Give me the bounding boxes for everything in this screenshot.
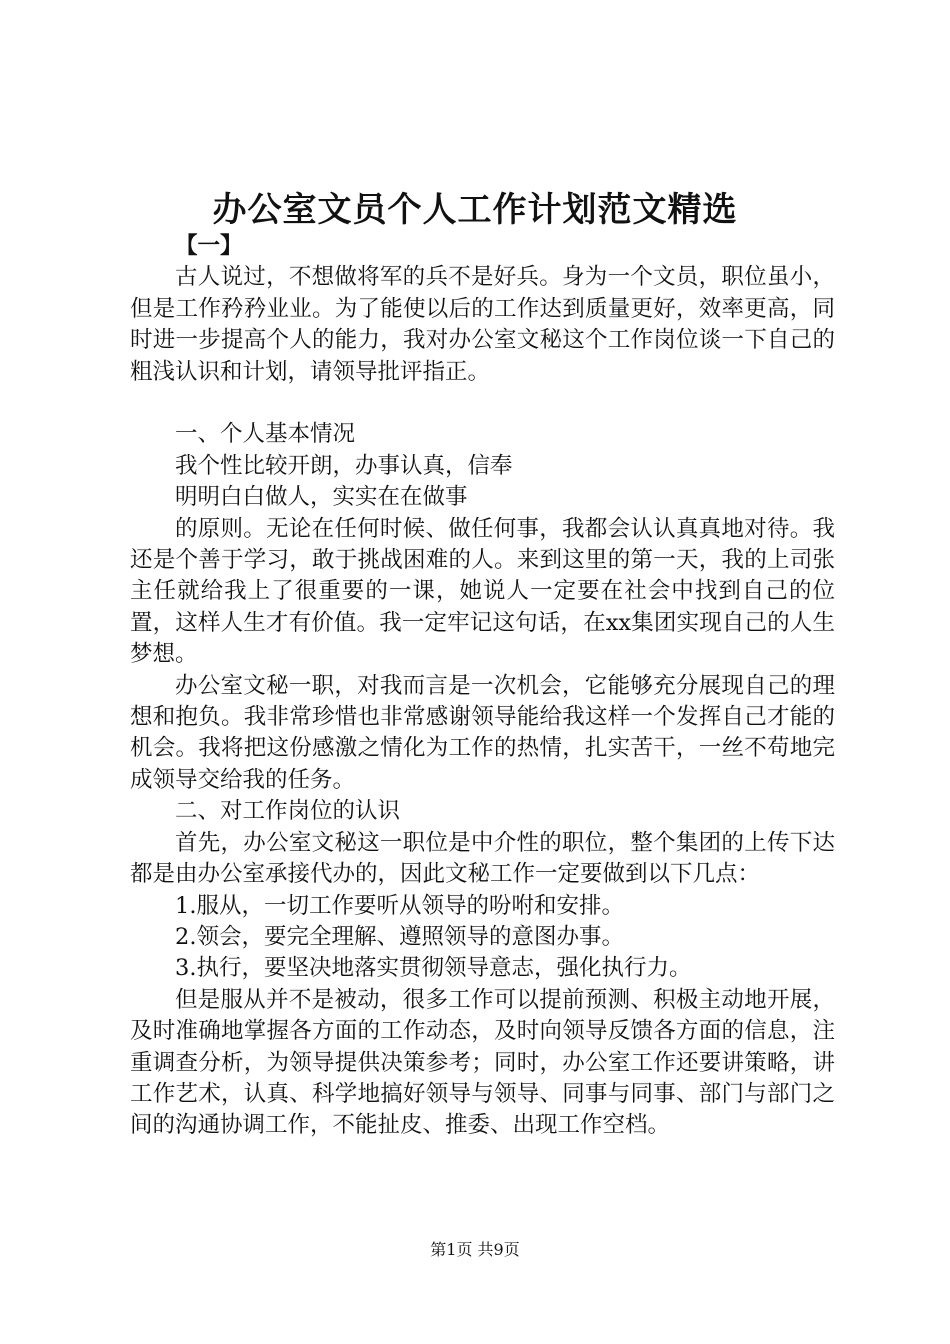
paragraph-opportunity: 办公室文秘一职，对我而言是一次机会，它能够充分展现自己的理想和抱负。我非常珍惜也非常感谢领导能给我这样一个发挥自己才能的机会。我将把这份感激之情化为工作的热情，扎实苦干，一丝不苟地完成领导交给我的任务。 (130, 672, 835, 793)
paragraph-intro: 古人说过，不想做将军的兵不是好兵。身为一个文员，职位虽小，但是工作矜矜业业。为了能使以后的工作达到质量更好，效率更高，同时进一步提高个人的能力，我对办公室文秘这个工作岗位谈一下自己的粗浅认识和计划，请领导批评指正。 (130, 264, 835, 385)
list-item-execute: 3.执行，要坚决地落实贯彻领导意志，强化执行力。 (175, 955, 692, 982)
paragraph-motto: 明明白白做人，实实在在做事 (175, 484, 468, 511)
list-item-comprehend: 2.领会，要完全理解、遵照领导的意图办事。 (175, 923, 624, 950)
heading-personal-info: 一、个人基本情况 (175, 421, 356, 448)
heading-job-understanding: 二、对工作岗位的认识 (175, 798, 401, 825)
section-marker: 【一】 (175, 233, 243, 259)
list-item-obey: 1.服从，一切工作要听从领导的吩咐和安排。 (175, 892, 624, 919)
paragraph-proactive: 但是服从并不是被动，很多工作可以提前预测、积极主动地开展，及时准确地掌握各方面的工作动态，及时向领导反馈各方面的信息，注重调查分析，为领导提供决策参考；同时，办公室工作还要讲策略，讲工作艺术，认真、科学地搞好领导与领导、同事与同事、部门与部门之间的沟通协调工作，不能扯皮、推委、出现工作空档。 (130, 986, 835, 1139)
paragraph-personality: 我个性比较开朗，办事认真，信奉 (175, 452, 513, 479)
paragraph-role: 首先，办公室文秘这一职位是中介性的职位，整个集团的上传下达都是由办公室承接代办的，因此文秘工作一定要做到以下几点： (130, 829, 835, 888)
document-title: 办公室文员个人工作计划范文精选 (212, 190, 738, 230)
paragraph-principle: 的原则。无论在任何时候、做任何事，我都会认认真真地对待。我还是个善于学习，敢于挑战困难的人。来到这里的第一天，我的上司张主任就给我上了很重要的一课，她说人一定要在社会中找到自己的位置，这样人生才有价值。我一定牢记这句话，在xx集团实现自己的人生梦想。 (130, 515, 835, 668)
document-body (130, 231, 835, 1142)
page-footer: 第1页 共9页 (430, 1240, 520, 1259)
